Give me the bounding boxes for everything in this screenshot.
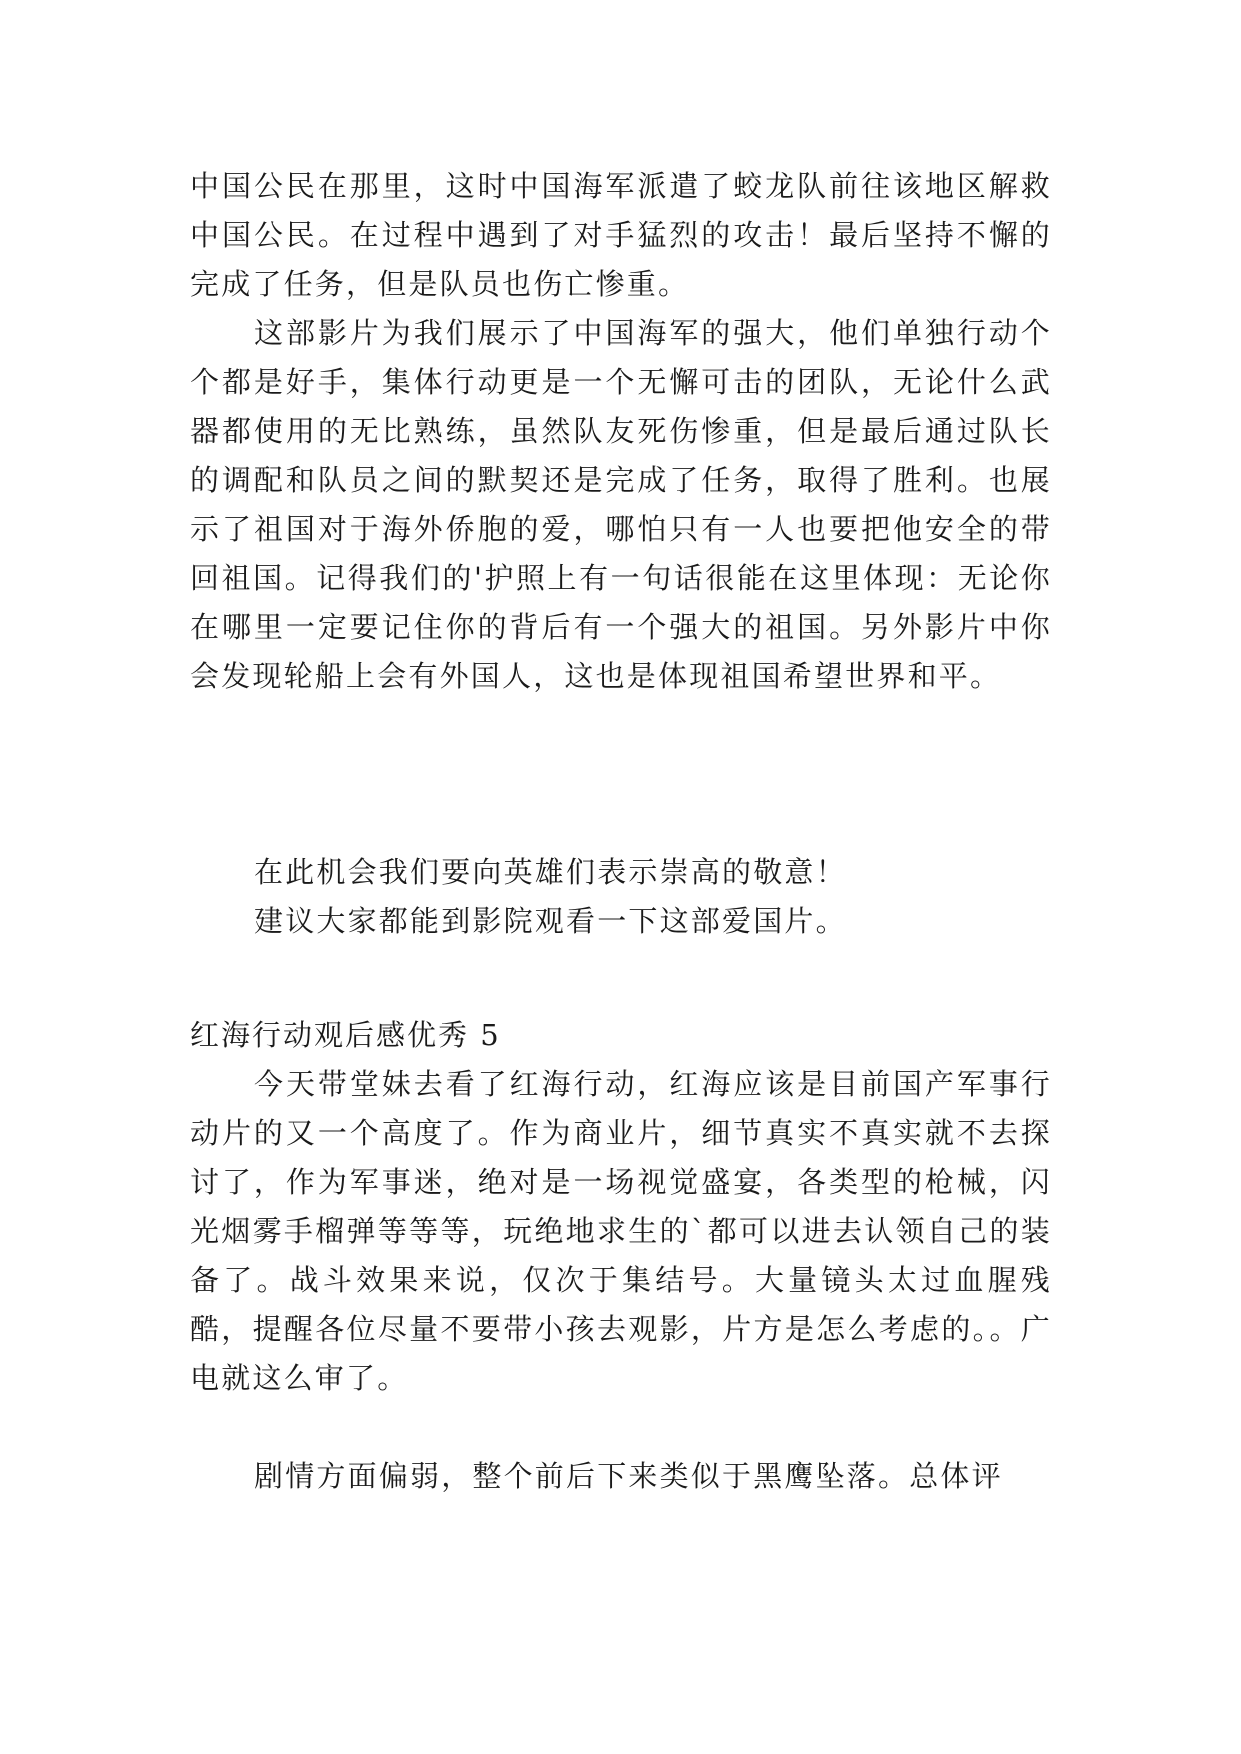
paragraph-recommendation: 建议大家都能到影院观看一下这部爱国片。 bbox=[254, 904, 847, 938]
paragraph-plot-comment: 剧情方面偏弱，整个前后下来类似于黑鹰坠落。总体评 bbox=[254, 1459, 1003, 1493]
section-title: 红海行动观后感优秀 5 bbox=[190, 1018, 501, 1052]
paragraph-tribute: 在此机会我们要向英雄们表示崇高的敬意！ bbox=[254, 855, 847, 889]
paragraph-film-review: 这部影片为我们展示了中国海军的强大，他们单独行动个个都是好手，集体行动更是一个无懈可击的团队，无论什么武器都使用的无比熟练，虽然队友死伤惨重，但是最后通过队长的调配和队员之间的默契还是完成了任务，取得了胜利。也展示了祖国对于海外侨胞的爱，哪怕只有一人也要把他安全的带回祖国。记得我们的'护照上有一句话很能在这里体现：无论你在哪里一定要记住你的背后有一个强大的祖国。另外影片中你会发现轮船上会有外国人，这也是体现祖国希望世界和平。 bbox=[190, 316, 1052, 693]
paragraph-continuation: 中国公民在那里，这时中国海军派遣了蛟龙队前往该地区解救中国公民。在过程中遇到了对手猛烈的攻击！最后坚持不懈的完成了任务，但是队员也伤亡惨重。 bbox=[190, 169, 1052, 301]
paragraph-review-intro: 今天带堂妹去看了红海行动，红海应该是目前国产军事行动片的又一个高度了。作为商业片，细节真实不真实就不去探讨了，作为军事迷，绝对是一场视觉盛宴，各类型的枪械，闪光烟雾手榴弹等等等，玩绝地求生的`都可以进去认领自己的装备了。战斗效果来说，仅次于集结号。大量镜头太过血腥残酷，提醒各位尽量不要带小孩去观影，片方是怎么考虑的。。广电就这么审了。 bbox=[190, 1067, 1052, 1395]
